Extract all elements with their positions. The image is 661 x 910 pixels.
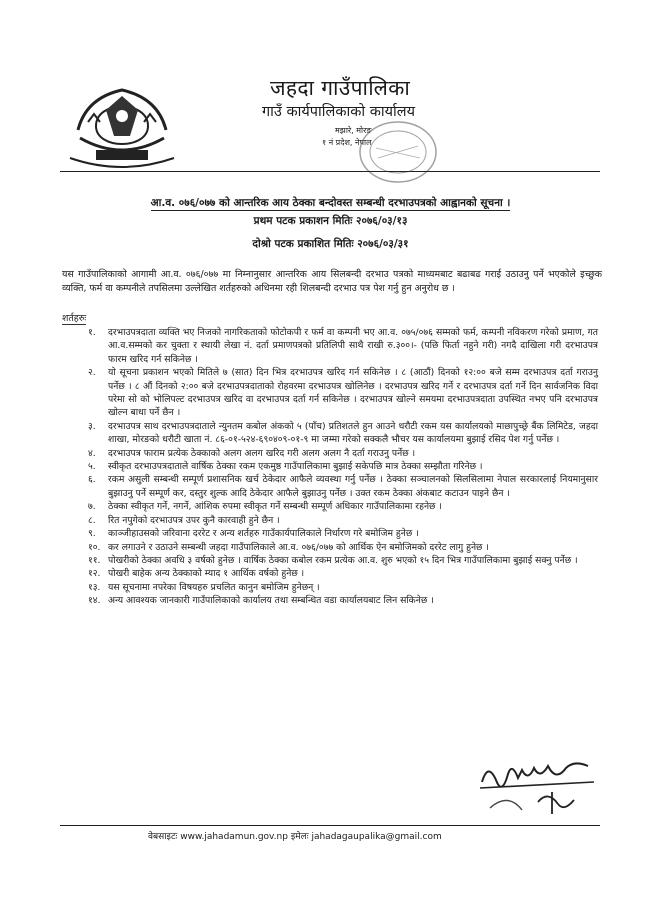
item-text: ठेक्का स्वीकृत गर्ने, नगर्ने, आंशिक रुपमा स्वीकृत गर्ने सम्बन्धी सम्पूर्ण अधिकार गाउँपालिकामा रहनेछ ।	[108, 501, 442, 513]
list-item	[88, 500, 598, 513]
item-text: स्वीकृत दरभाउपत्रदाताले वार्षिक ठेक्का रकम एकमुष्ठ गाउँपालिकामा बुझाई सकेपछि मात्र ठेक्का सम्झौता गरिनेछ ।	[108, 461, 483, 473]
list-item	[88, 541, 598, 554]
office-subtitle: गाउँ कार्यपालिकाको कार्यालय	[262, 104, 416, 120]
item-text: यस सूचनामा नपरेका विषयहरु प्रचलित कानुन बमोजिम हुनेछन् ।	[108, 581, 320, 593]
conditions-list	[88, 326, 598, 608]
item-text: दरभाउपत्र साथ दरभाउपत्रदाताले न्युनतम कबोल अंकको ५ (पाँच) प्रतिशतले हुन आउने धरौटी रकम यस कार्यालयको माछापुच्छ्रे बैंक लिमिटेड, जहदा शाखा, मोरङको धरौटी खाता नं. ८६-०१-५२४-६९०४०९-०१-९ मा जम्मा गरेको सक्कलै भौचर यस कार्यालयमा बुझाई रसिद पेश गर्नु पर्नेछ ।	[108, 420, 598, 446]
conditions-heading	[62, 311, 86, 324]
item-text: दरभाउपत्रदाता व्यक्ति भए निजको नागरिकताको फोटोकपी र फर्म वा कम्पनी भए आ.व. ०७५/०७६ सम्मको फर्म, कम्पनी नविकरण गरेको प्रमाण, गत आ.व.सम्मको कर चुक्ता र स्थायी लेखा नं. दर्ता प्रमाणपत्रको प्रतिलिपी साथै राखी रु.३००।- (पछि फिर्ता नहुने गरी) नगदै दाखिला गरी दरभाउपत्र फारम खरिद गर्न सकिनेछ ।	[108, 327, 598, 365]
item-number: ५.	[88, 461, 96, 473]
item-number: १.	[88, 327, 96, 338]
signature-icon	[478, 752, 598, 824]
item-number: १४.	[88, 595, 101, 607]
address-line-2: १ नं प्रदेश, नेपाल	[322, 138, 372, 147]
item-text: दरभाउपत्र फाराम प्रत्येक ठेक्काको अलग अलग खरिद गरी अलग अलग नै दर्ता गराउनु पर्नेछ ।	[108, 447, 416, 459]
address-line-1: मझारे, मोरङ	[335, 126, 372, 135]
item-number: ७.	[88, 501, 96, 513]
second-publication-date: दोश्रो पटक प्रकाशित मितिः २०७६/०३/३१	[252, 238, 409, 250]
item-number: ३.	[88, 420, 96, 432]
item-text: रकम असुली सम्बन्धी सम्पूर्ण प्रशासनिक खर्च ठेकेदार आफैले व्यवस्था गर्नु पर्नेछ । ठेक्का सञ्चालनको सिलसिलामा नेपाल सरकारलाई नियमानुसार बुझाउनु पर्ने सम्पूर्ण कर, दस्तुर शुल्क आदि ठेकेदार आफैले बुझाउनु पर्नेछ । उक्त रकम ठेक्का अंकबाट कटाउन पाइने छैन ।	[108, 474, 598, 499]
notice-title	[0, 196, 661, 210]
email-link[interactable]: jahadagaupalika@gmail.com	[311, 832, 442, 842]
item-number: २.	[88, 367, 96, 379]
list-item	[88, 514, 598, 527]
intro-paragraph: यस गाउँपालिकाको आगामी आ.व. ०७६/०७७ मा निम्नानुसार आन्तरिक आय सिलबन्दी दरभाउ पत्रको माध्यमबाट बढाबढ गराई उठाउनु पर्ने भएकोले इच्छुक व्यक्ति, फर्म वा कम्पनीले तपसिलमा उल्लेखित शर्तहरुको अधिनमा रही शिलबन्दी दरभाउ पत्र पेश गर्नु हुन अनुरोध छ ।	[62, 269, 602, 294]
footer	[148, 829, 442, 842]
conditions-heading-text: शर्तहरुः	[62, 313, 87, 324]
item-number: १०.	[88, 541, 101, 553]
item-number: ९.	[88, 528, 96, 540]
item-text: काञ्जीहाउसको जरिवाना दररेट र अन्य शर्तहरु गाउँकार्यपालिकाले निर्धारण गरे बमोजिम हुनेछ ।	[108, 528, 419, 540]
header-divider	[60, 171, 600, 172]
list-item	[88, 366, 598, 420]
item-text: पोखरी बाहेक अन्य ठेक्काको म्याद १ आर्थिक वर्षको हुनेछ ।	[108, 568, 305, 580]
item-text: अन्य आवश्यक जानकारी गाउँपालिकाको कार्यालय तथा सम्बन्धित वडा कार्यालयबाट लिन सकिनेछ ।	[108, 595, 434, 607]
list-item	[88, 594, 598, 607]
email-label: इमेलः	[290, 832, 309, 842]
notice-title-text: आ.व. ०७६/०७७ को आन्तरिक आय ठेक्का बन्दोवस्त सम्बन्धी दरभाउपत्रको आह्वानको सूचना ।	[150, 197, 511, 209]
website-link[interactable]: www.jahadamun.gov.np	[180, 832, 288, 842]
website-label: वेबसाइटः	[148, 832, 178, 842]
list-item	[88, 554, 598, 567]
list-item	[88, 581, 598, 594]
office-title: जहदा गाउँपालिका	[270, 76, 411, 100]
nepal-emblem-icon	[66, 80, 178, 172]
item-text: रित नपुगेको दरभाउपत्र उपर कुनै कारवाही हुने छैन ।	[108, 514, 280, 526]
item-number: ६.	[88, 474, 96, 486]
item-number: ११.	[88, 554, 101, 566]
list-item	[88, 473, 598, 500]
office-stamp-icon	[356, 118, 440, 186]
list-item	[88, 447, 598, 460]
first-publication-date: प्रथम पटक प्रकाशन मितिः २०७६/०३/१३	[253, 215, 408, 227]
list-item	[88, 567, 598, 580]
list-item	[88, 460, 598, 473]
item-number: १२.	[88, 568, 101, 580]
item-number: ४.	[88, 447, 96, 459]
list-item	[88, 420, 598, 447]
footer-divider	[60, 825, 600, 826]
list-item	[88, 527, 598, 540]
item-text: यो सूचना प्रकाशन भएको मितिले ७ (सात) दिन भित्र दरभाउपत्र खरिद गर्न सकिनेछ । ८ (आठौं) दिनको १२:०० बजे सम्म दरभाउपत्र दर्ता गराउनु पर्नेछ । ८ औं दिनको २:०० बजे दरभाउपत्रदाताको रोहवरमा दरभाउपत्र खोलिनेछ । दरभाउपत्र खरिद गर्ने र दरभाउपत्र दर्ता गर्ने दिन सार्वजनिक विदा परेमा सो को भोलिपल्ट दरभाउपत्र खरिद वा दरभाउपत्र दर्ता गर्न सकिनेछ । दरभाउपत्र खोल्ने समयमा दरभाउपत्रदाता उपस्थित नभए पनि दरभाउपत्र खोल्न बाधा पर्ने छैन ।	[108, 367, 598, 419]
item-number: ८.	[88, 514, 96, 526]
item-number: १३.	[88, 581, 101, 593]
list-item	[88, 326, 598, 366]
item-text: पोखरीको ठेक्का अवधि ३ वर्षको हुनेछ । वार्षिक ठेक्का कबोल रकम प्रत्येक आ.व. शुरु भएको १५ दिन भित्र गाउँपालिकामा बुझाई सक्नु पर्नेछ ।	[108, 554, 578, 566]
item-text: कर लगाउने र उठाउने सम्बन्धी जहदा गाउँपालिकाले आ.व. ०७६/०७७ को आर्थिक ऐन बमोजिमको दररेट लागु हुनेछ ।	[108, 541, 489, 553]
